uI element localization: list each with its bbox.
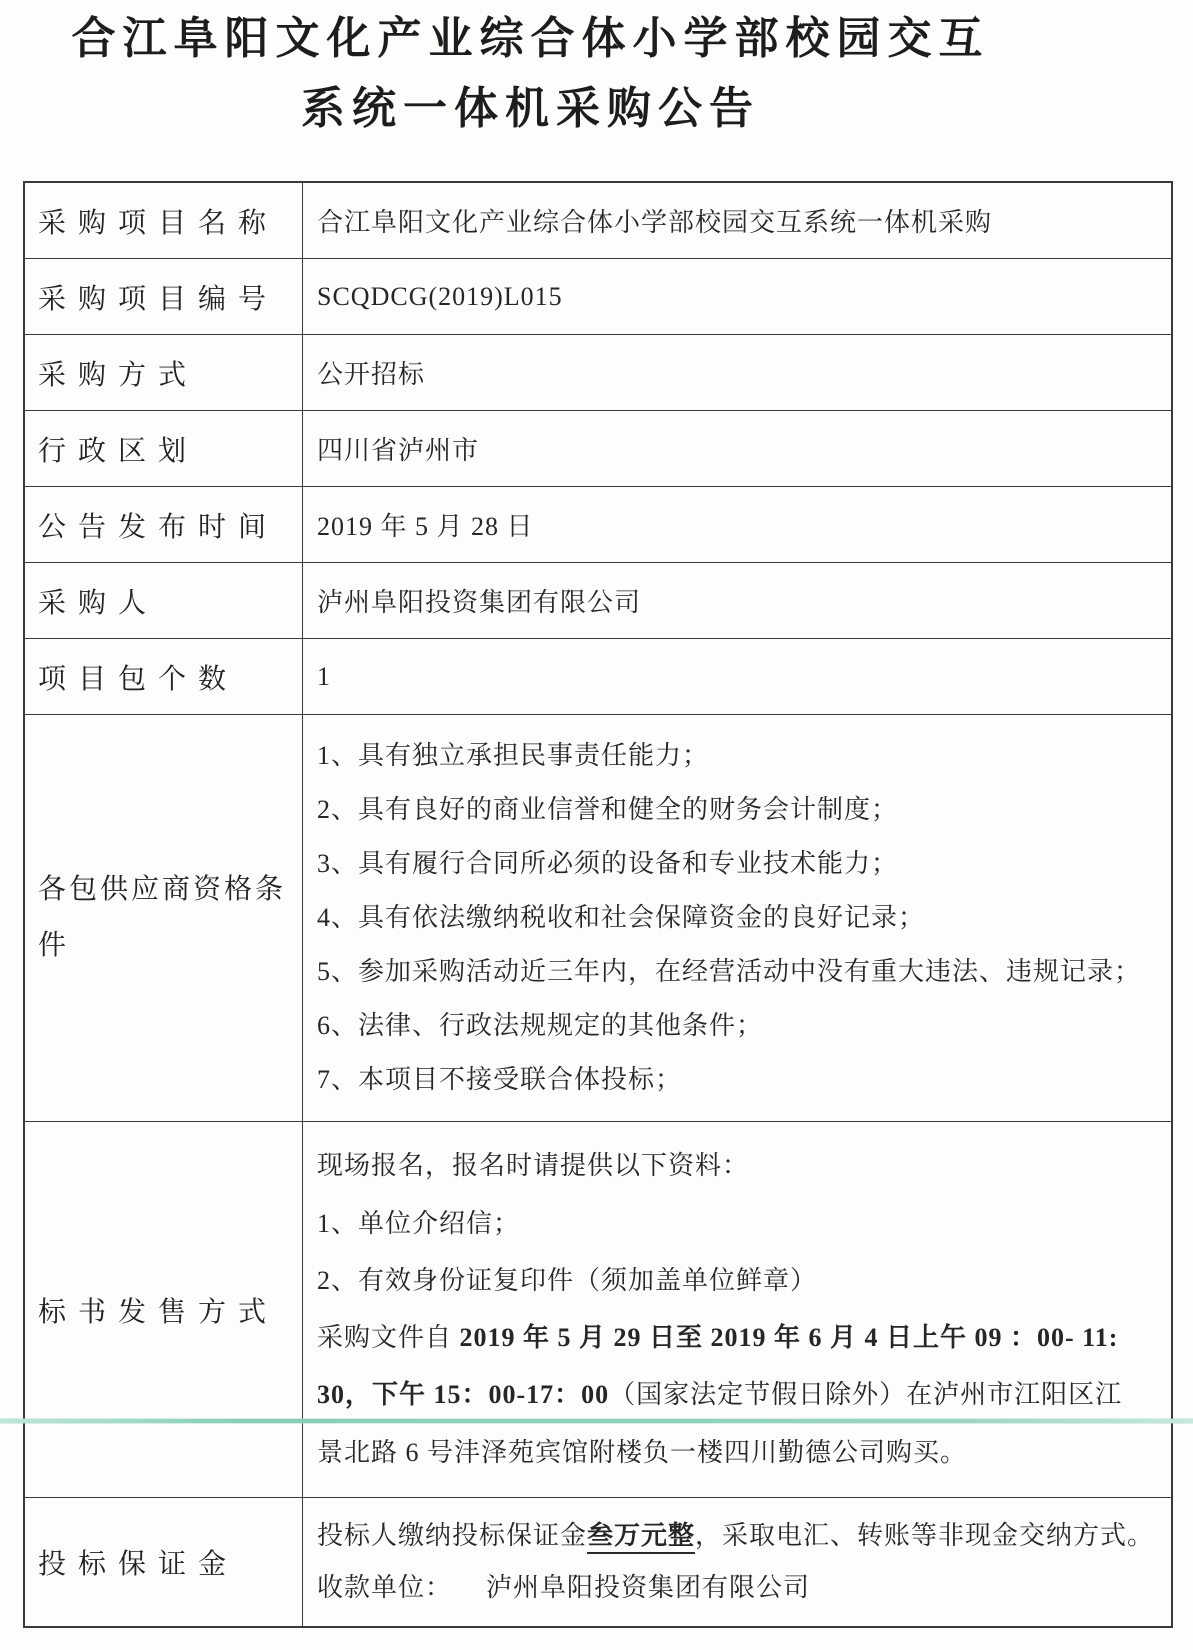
- row-value: 四川省泸州市: [317, 436, 480, 465]
- table-row-package-count: [25, 639, 1171, 715]
- table-row-project-name: [25, 183, 1171, 259]
- row-value: 合江阜阳文化产业综合体小学部校园交互系统一体机采购: [317, 208, 993, 237]
- table-row-project-number: [25, 259, 1171, 335]
- scan-artifact-line: [0, 1419, 1193, 1423]
- table-row-publish-date: [25, 487, 1171, 563]
- row-label: 采购项目编号: [25, 259, 303, 334]
- table-row-bid-deposit: [25, 1498, 1171, 1626]
- row-label: 采购方式: [25, 335, 303, 410]
- qualification-item: 2、具有良好的商业信誉和健全的财务会计制度；: [317, 795, 899, 825]
- row-value: SCQDCG(2019)L015: [317, 281, 563, 311]
- deposit-payee-line: [317, 1571, 810, 1605]
- row-label: 采购项目名称: [25, 183, 303, 258]
- bid-sale-item: 1、单位介绍信；: [317, 1208, 521, 1238]
- row-label: 公告发布时间: [25, 487, 303, 562]
- deposit-pre: 投标人缴纳投标保证金: [317, 1521, 588, 1551]
- payee-name: 泸州阜阳投资集团有限公司: [486, 1572, 811, 1602]
- purchase-dates-bold: 2019 年 5 月 29 日至 2019 年 6 月 4 日上午 09 ：00- 11:: [459, 1323, 1119, 1353]
- row-value: 公开招标: [317, 360, 426, 389]
- purchase-period-line-3: 景北路 6 号沣泽苑宾馆附楼负一楼四川勤德公司购买。: [317, 1437, 968, 1467]
- qualification-item: 5、参加采购活动近三年内，在经营活动中没有重大违法、违规记录；: [317, 957, 1142, 987]
- purchase-period-line-1: [317, 1321, 1118, 1355]
- table-row-bid-document-sale: [25, 1122, 1171, 1498]
- row-label: 标书发售方式: [25, 1122, 303, 1497]
- purchase-prefix: 采购文件自: [317, 1323, 460, 1353]
- deposit-post: ，采取电汇、转账等非现金交纳方式。: [695, 1521, 1155, 1551]
- qualification-item: 7、本项目不接受联合体投标；: [317, 1064, 683, 1094]
- purchase-times-bold: 30，下午 15：00-17：00: [317, 1380, 610, 1410]
- row-value: [303, 1498, 1171, 1626]
- row-label: 项目包个数: [25, 639, 303, 714]
- deposit-amount-line: [317, 1519, 1154, 1553]
- page-title-line-2: 系统一体机采购公告: [301, 84, 760, 133]
- payee-label: 收款单位：: [317, 1572, 453, 1602]
- table-row-supplier-qualifications: [25, 715, 1171, 1122]
- purchase-location-start: （国家法定节假日除外）在泸州市江阳区江: [609, 1380, 1123, 1410]
- table-row-purchaser: [25, 563, 1171, 639]
- qualification-item: 1、具有独立承担民事责任能力；: [317, 741, 710, 771]
- qualification-item: 3、具有履行合同所必须的设备和专业技术能力；: [317, 849, 899, 879]
- qualification-item: 6、法律、行政法规规定的其他条件；: [317, 1011, 764, 1041]
- bid-sale-item: 2、有效身份证复印件（须加盖单位鲜章）: [317, 1265, 818, 1295]
- table-row-procurement-method: [25, 335, 1171, 411]
- bid-sale-intro: 现场报名，报名时请提供以下资料：: [317, 1151, 750, 1181]
- row-value: 泸州阜阳投资集团有限公司: [317, 588, 642, 617]
- row-label: 采购人: [25, 563, 303, 638]
- row-value: 1: [317, 661, 331, 691]
- row-label: 行政区划: [25, 411, 303, 486]
- page-title: [0, 4, 1127, 144]
- row-value: 2019 年 5 月 28 日: [317, 512, 534, 541]
- qualification-item: 4、具有依法缴纳税收和社会保障资金的良好记录；: [317, 903, 926, 933]
- row-label: 投标保证金: [25, 1498, 303, 1626]
- deposit-amount-underlined: 叁万元整: [587, 1521, 695, 1554]
- row-value: [303, 715, 1171, 1121]
- row-value: [303, 1122, 1171, 1497]
- page-title-line-1: 合江阜阳文化产业综合体小学部校园交互: [71, 14, 990, 63]
- purchase-period-line-2: [317, 1378, 1122, 1412]
- row-label: 各包供应商资格条件: [25, 715, 303, 1121]
- table-row-region: [25, 411, 1171, 487]
- announcement-table: [23, 181, 1173, 1628]
